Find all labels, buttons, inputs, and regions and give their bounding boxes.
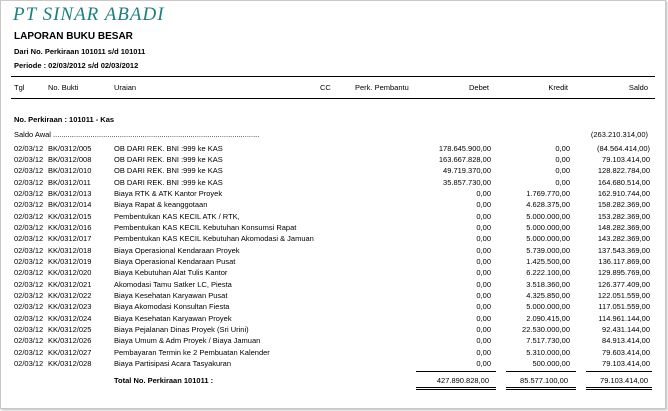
cell-saldo: 126.377.409,00 (597, 279, 650, 289)
cell-tgl: 02/03/12 (14, 268, 44, 278)
cell-kredit: 500.000,00 (532, 359, 570, 369)
cell-kredit: 5.310.000,00 (526, 347, 570, 357)
cell-debet: 35.857.730,00 (443, 177, 491, 187)
cell-uraian: OB DARI REK. BNI :999 ke KAS (114, 166, 223, 176)
cell-saldo: 137.543.369,00 (597, 245, 650, 255)
cell-tgl: 02/03/12 (14, 336, 44, 346)
col-header-cc: CC (320, 83, 331, 92)
table-row (1, 347, 666, 358)
cell-debet: 0,00 (476, 325, 491, 334)
cell-debet: 0,00 (476, 268, 491, 278)
col-header-no-bukti: No. Bukti (48, 83, 79, 92)
cell-tgl: 02/03/12 (14, 313, 44, 323)
cell-kredit: 5.739.000,00 (526, 245, 570, 255)
table-row (1, 267, 666, 278)
cell-kredit: 0,00 (555, 177, 570, 187)
cell-saldo: 143.282.369,00 (597, 234, 650, 244)
cell-debet: 49.719.370,00 (443, 166, 491, 176)
cell-kredit: 5.000.000,00 (526, 211, 570, 221)
table-row (1, 199, 666, 210)
company-name: PT SINAR ABADI (13, 4, 165, 25)
table-row (1, 188, 666, 199)
cell-saldo: 79.603.414,00 (602, 347, 650, 357)
cell-saldo: 122.051.559,00 (597, 290, 650, 300)
period: Periode : 02/03/2012 s/d 02/03/2012 (14, 61, 139, 70)
cell-debet: 0,00 (476, 234, 491, 244)
cell-uraian: Biaya Akomodasi Konsultan Fiesta (114, 302, 230, 312)
cell-saldo: 158.282.369,00 (597, 200, 650, 210)
col-header-uraian: Uraian (114, 83, 137, 92)
total-rule-debet (416, 371, 496, 372)
header-bottom-rule (11, 98, 655, 99)
cell-debet: 0,00 (476, 359, 491, 369)
cell-uraian: OB DARI REK. BNI :999 ke KAS (114, 143, 223, 153)
cell-kredit: 4.628.375,00 (526, 200, 570, 210)
cell-tgl: 02/03/12 (14, 166, 44, 176)
cell-no-bukti: KK/0312/025 (48, 325, 92, 334)
account-label: No. Perkiraan : 101011 - Kas (14, 115, 115, 124)
total-double-rule-saldo-1 (586, 387, 652, 388)
cell-uraian: Akomodasi Tamu Satker LC, Piesta (114, 279, 232, 289)
table-row (1, 335, 666, 346)
cell-saldo: 164.680.514,00 (597, 177, 650, 187)
cell-kredit: 5.000.000,00 (526, 234, 570, 244)
cell-debet: 0,00 (476, 256, 491, 266)
cell-no-bukti: BK/0312/013 (48, 188, 92, 198)
cell-uraian: Biaya Umum & Adm Proyek / Biaya Jamuan (114, 336, 261, 346)
cell-saldo: 162.910.744,00 (597, 188, 650, 198)
cell-no-bukti: BK/0312/011 (48, 177, 91, 187)
cell-no-bukti: KK/0312/024 (48, 313, 92, 323)
cell-no-bukti: KK/0312/021 (48, 279, 92, 289)
cell-uraian: Biaya Pejalanan Dinas Proyek (Sri Urini) (114, 325, 249, 334)
cell-tgl: 02/03/12 (14, 302, 44, 312)
cell-tgl: 02/03/12 (14, 222, 44, 232)
table-row (1, 290, 666, 301)
cell-tgl: 02/03/12 (14, 211, 44, 221)
table-row (1, 154, 666, 165)
total-double-rule-saldo-2 (586, 389, 652, 390)
cell-debet: 0,00 (476, 302, 491, 312)
cell-uraian: Biaya Kesehatan Karyawan Proyek (114, 313, 232, 323)
cell-saldo: 84.913.414,00 (602, 336, 650, 346)
cell-tgl: 02/03/12 (14, 234, 44, 244)
cell-kredit: 0,00 (555, 143, 570, 153)
cell-no-bukti: KK/0312/028 (48, 359, 92, 369)
col-header-perk-pembantu: Perk. Pembantu (355, 83, 409, 92)
cell-no-bukti: KK/0312/027 (48, 347, 92, 357)
cell-tgl: 02/03/12 (14, 143, 44, 153)
cell-no-bukti: KK/0312/026 (48, 336, 92, 346)
cell-saldo: 117.051.559,00 (598, 302, 650, 312)
cell-kredit: 4.325.850,00 (526, 290, 570, 300)
cell-tgl: 02/03/12 (14, 200, 44, 210)
cell-debet: 0,00 (476, 200, 491, 210)
cell-no-bukti: KK/0312/018 (48, 245, 92, 255)
ledger-rows (1, 143, 666, 370)
col-header-tgl: Tgl (14, 83, 25, 92)
cell-no-bukti: KK/0312/017 (48, 234, 92, 244)
cell-debet: 178.645.900,00 (438, 143, 491, 153)
cell-uraian: Pembayaran Termin ke 2 Pembuatan Kalender (114, 347, 270, 357)
cell-uraian: Pembentukan KAS KECIL Kebutuhan Akomodasi & Jamuan (114, 234, 314, 244)
cell-uraian: Biaya Operasional Kendaraan Proyek (114, 245, 240, 255)
cell-saldo: (84.564.414,00) (597, 143, 650, 153)
saldo-awal-value: (263.210.314,00) (590, 130, 648, 139)
saldo-awal-label: Saldo Awal ................................................................................................... (14, 130, 260, 139)
cell-debet: 0,00 (476, 313, 491, 323)
cell-debet: 0,00 (476, 188, 491, 198)
total-saldo: 79.103.414,00 (600, 376, 648, 385)
account-range: Dari No. Perkiraan 101011 s/d 101011 (14, 47, 146, 56)
cell-kredit: 0,00 (555, 166, 570, 176)
cell-no-bukti: KK/0312/020 (48, 268, 92, 278)
table-row (1, 165, 666, 176)
cell-no-bukti: KK/0312/023 (48, 302, 92, 312)
table-row (1, 245, 666, 256)
cell-tgl: 02/03/12 (14, 290, 44, 300)
total-double-rule-kredit-1 (506, 387, 576, 388)
table-row (1, 279, 666, 290)
cell-uraian: Biaya Kebutuhan Alat Tulis Kantor (114, 268, 228, 278)
cell-no-bukti: BK/0312/010 (48, 166, 92, 176)
total-kredit: 85.577.100,00 (520, 376, 568, 385)
cell-tgl: 02/03/12 (14, 154, 44, 164)
cell-saldo: 136.117.869,00 (598, 256, 650, 266)
table-row (1, 222, 666, 233)
cell-no-bukti: KK/0312/019 (48, 256, 92, 266)
col-header-saldo: Saldo (628, 83, 648, 92)
cell-debet: 0,00 (476, 336, 491, 346)
cell-kredit: 22.530.000,00 (522, 325, 570, 334)
cell-kredit: 7.517.730,00 (526, 336, 570, 346)
cell-tgl: 02/03/12 (14, 177, 44, 187)
cell-saldo: 79.103.414,00 (602, 359, 650, 369)
cell-kredit: 5.000.000,00 (526, 222, 570, 232)
total-rule-saldo (586, 371, 652, 372)
cell-tgl: 02/03/12 (14, 279, 44, 289)
table-row (1, 313, 666, 324)
cell-saldo: 79.103.414,00 (602, 154, 650, 164)
table-row (1, 177, 666, 188)
report-title: LAPORAN BUKU BESAR (14, 31, 133, 42)
cell-saldo: 114.961.144,00 (598, 313, 650, 323)
total-rule-kredit (506, 371, 576, 372)
cell-uraian: Biaya Kesehatan Karyawan Pusat (114, 290, 228, 300)
cell-tgl: 02/03/12 (14, 245, 44, 255)
cell-no-bukti: KK/0312/022 (48, 290, 92, 300)
col-header-debet: Debet (468, 83, 489, 92)
col-header-kredit: Kredit (548, 83, 568, 92)
total-debet: 427.890.828,00 (436, 376, 489, 385)
cell-kredit: 1.425.500,00 (526, 256, 570, 266)
cell-no-bukti: BK/0312/014 (48, 200, 92, 210)
cell-kredit: 3.518.360,00 (526, 279, 570, 289)
cell-kredit: 6.222.100,00 (526, 268, 570, 278)
cell-debet: 0,00 (476, 279, 491, 289)
cell-uraian: Pembentukan KAS KECIL ATK / RTK, (114, 211, 240, 221)
table-row (1, 233, 666, 244)
cell-uraian: OB DARI REK. BNI :999 ke KAS (114, 154, 223, 164)
cell-saldo: 129.895.769,00 (597, 268, 650, 278)
cell-uraian: Biaya Rapat & keanggotaan (114, 200, 208, 210)
table-row (1, 358, 666, 369)
total-double-rule-debet-2 (416, 389, 496, 390)
total-double-rule-debet-1 (416, 387, 496, 388)
cell-debet: 0,00 (476, 245, 491, 255)
cell-uraian: Pembentukan KAS KECIL Kebutuhan Konsumsi Rapat (114, 222, 297, 232)
cell-tgl: 02/03/12 (14, 325, 44, 334)
cell-debet: 0,00 (476, 347, 491, 357)
cell-saldo: 153.282.369,00 (597, 211, 650, 221)
cell-kredit: 2.090.415,00 (526, 313, 570, 323)
cell-tgl: 02/03/12 (14, 188, 44, 198)
cell-debet: 0,00 (476, 211, 491, 221)
cell-uraian: OB DARI REK. BNI :999 ke KAS (114, 177, 223, 187)
cell-uraian: Biaya RTK & ATK Kantor Proyek (114, 188, 223, 198)
cell-kredit: 5.000.000,00 (526, 302, 570, 312)
cell-saldo: 148.282.369,00 (597, 222, 650, 232)
cell-tgl: 02/03/12 (14, 256, 44, 266)
table-row (1, 256, 666, 267)
cell-no-bukti: BK/0312/005 (48, 143, 92, 153)
total-label: Total No. Perkiraan 101011 : (114, 376, 214, 385)
cell-uraian: Biaya Operasional Kendaraan Pusat (114, 256, 236, 266)
cell-saldo: 128.822.784,00 (597, 166, 650, 176)
cell-debet: 0,00 (476, 222, 491, 232)
cell-debet: 0,00 (476, 290, 491, 300)
cell-no-bukti: KK/0312/016 (48, 222, 92, 232)
cell-no-bukti: KK/0312/015 (48, 211, 92, 221)
cell-kredit: 0,00 (555, 154, 570, 164)
cell-uraian: Biaya Partisipasi Acara Tasyakuran (114, 359, 232, 369)
cell-saldo: 92.431.144,00 (602, 325, 650, 334)
table-row (1, 301, 666, 312)
cell-kredit: 1.769.770,00 (526, 188, 570, 198)
cell-tgl: 02/03/12 (14, 347, 44, 357)
table-row (1, 211, 666, 222)
cell-tgl: 02/03/12 (14, 359, 44, 369)
header-top-rule (11, 76, 655, 77)
total-double-rule-kredit-2 (506, 389, 576, 390)
table-row (1, 324, 666, 335)
table-row (1, 143, 666, 154)
cell-no-bukti: BK/0312/008 (48, 154, 92, 164)
cell-debet: 163.667.828,00 (438, 154, 491, 164)
